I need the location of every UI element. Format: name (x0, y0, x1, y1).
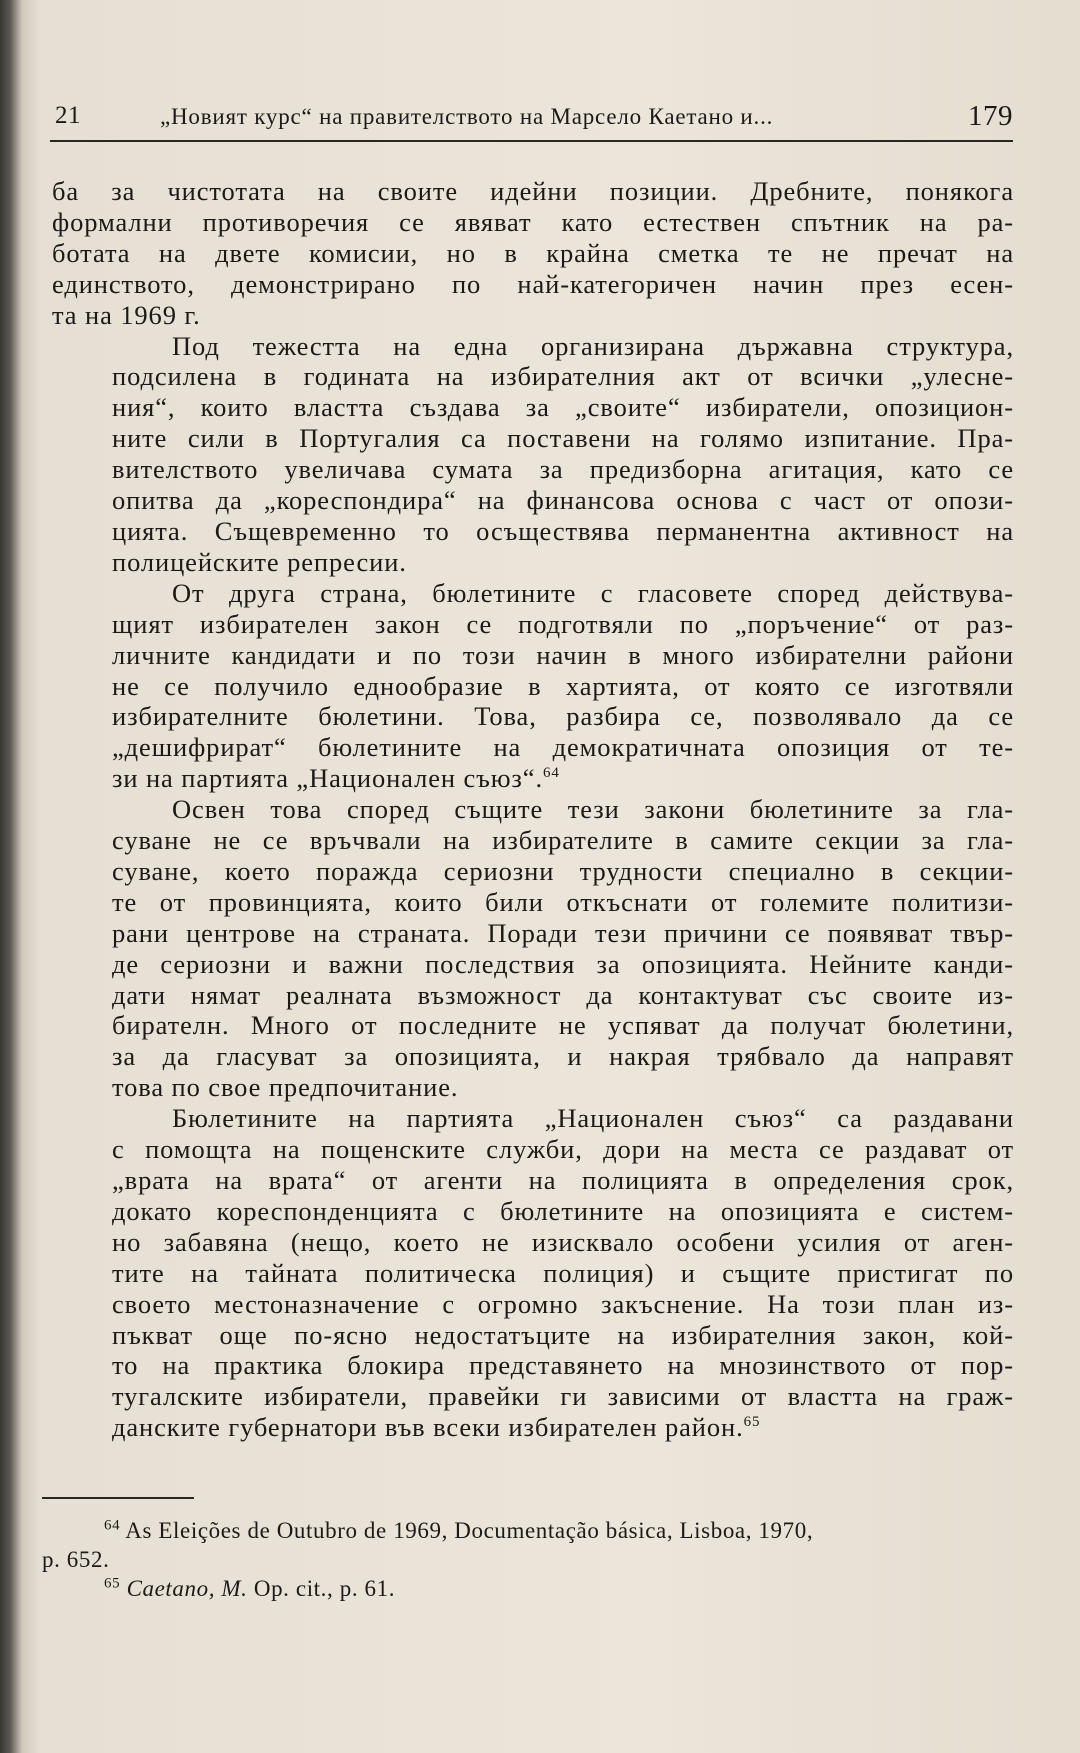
text-line: де сериозни и важни последствия за опозицията. Нейните канди- (112, 948, 1014, 979)
text-line: ба за чистотата на своите идейни позиции. Дребните, понякога (52, 176, 1014, 206)
text-line: дати нямат реалната възможност да контактуват със своите из- (112, 979, 1014, 1010)
page-number-left: 21 (55, 102, 81, 129)
text-line (52, 763, 1014, 794)
text-line: избирателните бюлетини. Това, разбира се, позволявало да се (112, 701, 1014, 732)
text-line: единството, демонстрирано по най-категоричен начин през есен- (52, 268, 1014, 299)
footnote-number: 65 (104, 1575, 121, 1592)
text-line: с помощта на пощенските служби, дори на места се раздават от (112, 1134, 1014, 1165)
footnotes (42, 1516, 1014, 1603)
text-line-content: данските губернатори във всеки избирателен район. (112, 1412, 744, 1443)
text-line (52, 1412, 1014, 1443)
text-line: щият избирателен закон се подготвяли по „поръчение“ от раз- (112, 608, 1014, 639)
running-title: „Новият курс“ на правителството на Марсело Каетано и... (160, 104, 774, 129)
text-line: вителството увеличава сумата за предизборна агитация, като се (112, 454, 1014, 485)
text-line: „дешифрират“ бюлетините на демократичната опозиция от те- (112, 732, 1014, 763)
text-line: та на 1969 г. (52, 299, 201, 330)
header-rule (50, 140, 1013, 142)
paragraph-5 (52, 1103, 1014, 1443)
text-line: Освен това според същите тези закони бюлетините за гла- (172, 794, 1014, 825)
footnote-author: Caetano, M. (126, 1576, 248, 1601)
text-line: ботата на двете комисии, но в крайна сметка те не пречат на (52, 237, 1014, 268)
text-line: Под тежестта на една организирана държавна структура, (172, 330, 1014, 361)
text-line: бирателн. Много от последните не успяват да получат бюлетини, (112, 1010, 1014, 1041)
text-line: опитва да „кореспондира“ на финансова основа с част от опози- (112, 485, 1014, 516)
footnote-ref-65: 65 (743, 1414, 761, 1431)
text-line: докато кореспонденцията с бюлетините на опозицията е систем- (112, 1195, 1014, 1226)
text-line: Бюлетините на партията „Национален съюз“ са раздавани (172, 1103, 1014, 1134)
text-line: формални противоречия се явяват като естествен спътник на ра- (52, 206, 1014, 237)
text-line: подсилена в годината на избирателния акт от всички „улесне- (112, 361, 1014, 392)
running-header (55, 96, 1013, 136)
text-line: суване не се връчвали на избирателите в самите секции за гла- (112, 825, 1014, 856)
text-line: рани центрове на страната. Поради тези причини се появяват твър- (112, 917, 1014, 948)
text-line: не се получило еднообразие в хартията, от която се изготвяли (112, 670, 1014, 701)
footnote-number: 64 (104, 1517, 121, 1534)
footnote-64-continued: p. 652. (42, 1547, 110, 1572)
text-line: ния“, които властта създава за „своите“ избиратели, опозицион- (112, 392, 1014, 423)
text-line: личните кандидати и по този начин в много избирателни райони (112, 639, 1014, 670)
footnote-rule (42, 1497, 194, 1499)
body-text (52, 176, 1014, 1443)
text-line-content: зи на партията „Национален съюз“. (112, 763, 543, 794)
text-line: това по свое предпочитание. (112, 1072, 459, 1103)
text-line: своето местоназначение с огромно закъснение. На този план из- (112, 1288, 1014, 1319)
text-line: тите на тайната политическа полиция) и същите пристигат по (112, 1257, 1014, 1288)
footnote-text: Op. cit., p. 61. (253, 1576, 396, 1601)
footnote-text: As Eleições de Outubro de 1969, Documentação básica, Lisboa, 1970, (125, 1518, 814, 1543)
text-line: но забавяна (нещо, което не изисквало особени усилия от аген- (112, 1226, 1014, 1257)
paragraph-1 (52, 176, 1014, 331)
text-line: От друга страна, бюлетините с гласовете според действува- (172, 577, 1014, 608)
page-number-right: 179 (968, 100, 1013, 132)
text-line: тугалските избиратели, правейки ги зависими от властта на граж- (112, 1381, 1014, 1412)
footnote-ref-64: 64 (543, 765, 560, 782)
text-line: ните сили в Португалия са поставени на голямо изпитание. Пра- (112, 423, 1014, 454)
text-line: цията. Същевременно то осъществява перманентна активност на (112, 515, 1014, 546)
text-line: полицейските репресии. (112, 546, 407, 577)
paragraph-4 (52, 794, 1014, 1103)
paragraph-3 (52, 578, 1014, 794)
text-line: за да гласуват за опозицията, и накрая трябвало да направят (112, 1041, 1014, 1072)
text-line: пъкват още по-ясно недостатъците на избирателния закон, кой- (112, 1319, 1014, 1350)
paragraph-2 (52, 331, 1014, 578)
text-line: те от провинцията, които били откъснати от големите политизи- (112, 886, 1014, 917)
footnote-65 (42, 1574, 1014, 1603)
text-line: то на практика блокира представянето на мнозинството от пор- (112, 1350, 1014, 1381)
text-line: суване, което поражда сериозни трудности специално в секции- (112, 855, 1014, 886)
text-line: „врата на врата“ от агенти на полицията в определения срок, (112, 1165, 1014, 1195)
footnote-64 (42, 1516, 1014, 1545)
